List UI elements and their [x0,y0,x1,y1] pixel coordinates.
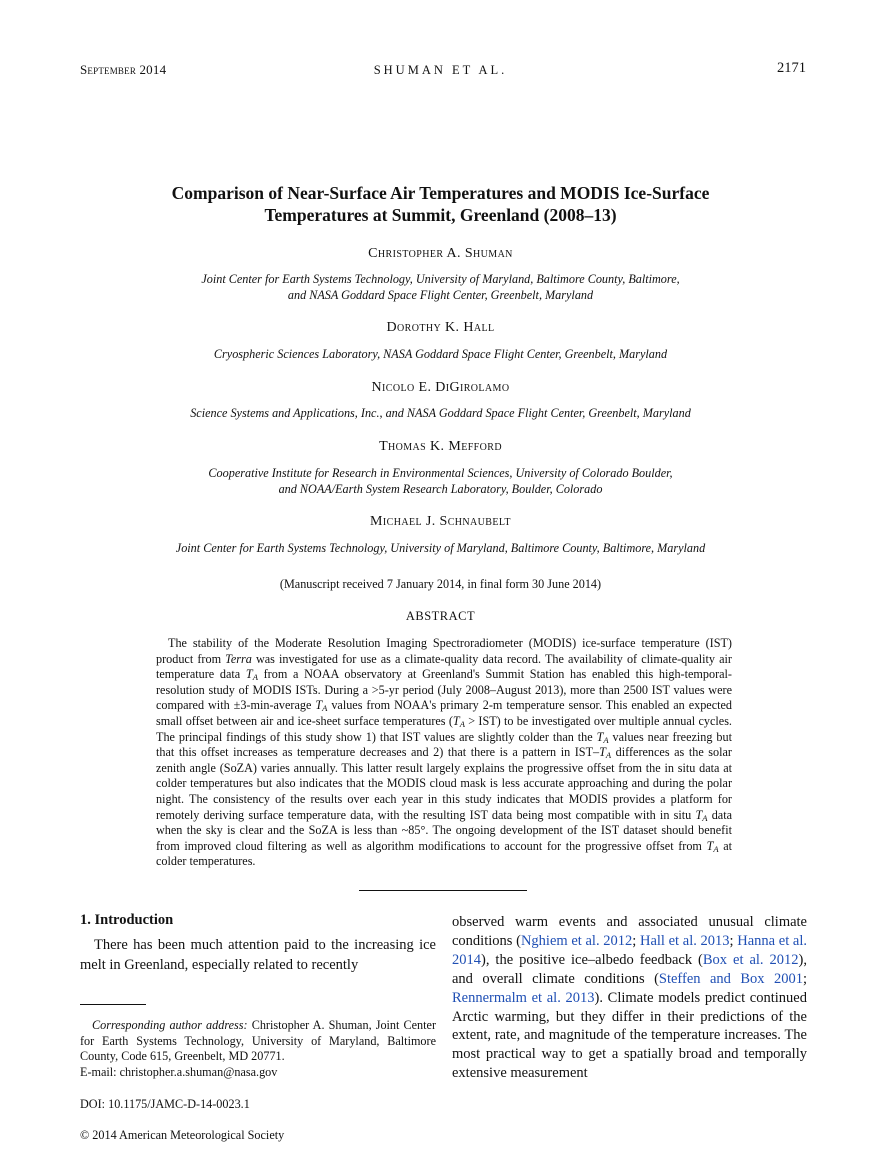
page-number: 2171 [777,60,806,76]
paper-title [0,182,881,226]
affiliation-line: Joint Center for Earth Systems Technology, University of Maryland, Baltimore County, Baltimore, [201,272,680,286]
affiliation-line: Science Systems and Applications, Inc., and NASA Goddard Space Flight Center, Greenbelt, Maryland [190,406,691,420]
citation-link[interactable]: Hall et al. 2013 [639,932,730,949]
paper-title-line-1: Comparison of Near-Surface Air Temperatures and MODIS Ice-Surface [171,183,710,203]
author-affiliation-1 [0,271,881,303]
abstract-divider [359,890,527,891]
abstract-paragraph: The stability of the Moderate Resolution Imaging Spectroradiometer (MODIS) ice-surface temperature (IST) product from Terra was investigated for use as a climate-quality data record. The availability of climate-quality air temperature data $T_A$ from a NOAA observatory at Greenland's Summit Station has enabled this high-temporal-resolution study of MODIS ISTs. During a >5-yr period (July 2008–August 2013), more than 2500 IST values were compared with ±3-min-average $T_A$ values from NOAA's primary 2-m temperature sensor. This enabled an expected small offset between air and ice-sheet surface temperatures $(T_A > IST)$ to be investigated over multiple annual cycles. The principal findings of this study show 1) that IST values are slightly colder than the $T_A$ values near freezing but that this offset increases as temperature decreases and 2) that there is a pattern in IST–$T_A$ differences as the solar zenith angle (SoZA) varies annually. This latter result largely explains the progressive offset from the in situ data at colder temperatures but also indicates that the MODIS cloud mask is less accurate approaching and during the polar night. The consistency of the results over each year in this study indicates that MODIS provides a platform for remotely deriving surface temperature data, with the resulting IST data being most compatible with in situ $T_A$ data when the sky is clear and the SoZA is less than ~85°. The ongoing development of the IST dataset should benefit from improved cloud filtering as well as algorithm modifications to account for the progressive offset from $T_A$ at colder temperatures. [156,636,732,869]
author-name-3: Nicolo E. DiGirolamo [371,380,510,395]
intro-text: ; [632,932,640,949]
footnote-text: Christopher A. Shuman, Joint Center for Earth Systems Technology, University of Maryland, Baltimore County, Code 615, Greenbelt, MD 20771. [80,1018,437,1064]
right-column [452,913,807,1083]
intro-text: ; [802,970,808,987]
intro-text: ), and overall climate conditions ( [452,951,807,987]
affiliation-line: Cooperative Institute for Research in Environmental Sciences, University of Colorado Boulder, [208,466,673,480]
footnote-label: Corresponding author address: [92,1018,248,1032]
footnote-divider [80,1004,146,1005]
author-affiliation-5 [0,540,881,556]
affiliation-line: and NASA Goddard Space Flight Center, Greenbelt, Maryland [287,288,594,302]
author-name-2: Dorothy K. Hall [386,320,495,335]
author-affiliation-3 [0,405,881,421]
left-column [80,912,436,975]
abstract-body [156,636,732,870]
affiliation-line: Joint Center for Earth Systems Technology, University of Maryland, Baltimore County, Baltimore, Maryland [175,541,706,555]
affiliation-line: Cryospheric Sciences Laboratory, NASA Goddard Space Flight Center, Greenbelt, Maryland [213,347,668,361]
copyright: © 2014 American Meteorological Society [80,1128,285,1142]
author-affiliation-2 [0,346,881,362]
author-affiliation-4 [0,465,881,497]
citation-link[interactable]: Box et al. 2012 [702,951,799,968]
corresponding-author-footnote [80,1018,436,1080]
intro-text: observed warm events and associated unusual climate conditions ( [452,914,807,949]
footnote-email[interactable]: E-mail: christopher.a.shuman@nasa.gov [80,1064,278,1079]
citation-link[interactable]: Hanna et al. 2014 [452,932,808,968]
author-name-4: Thomas K. Mefford [379,439,502,454]
abstract-heading: ABSTRACT [405,609,476,623]
intro-text: ; [729,932,738,949]
citation-link[interactable]: Rennermalm et al. 2013 [452,989,595,1006]
affiliation-line: and NOAA/Earth System Research Laboratory, Boulder, Colorado [278,482,603,496]
citation-link[interactable]: Nghiem et al. 2012 [520,932,633,949]
citation-link[interactable]: Steffen and Box 2001 [658,970,803,987]
manuscript-received: (Manuscript received 7 January 2014, in final form 30 June 2014) [279,577,602,591]
running-header-authors: SHUMAN ET AL. [373,63,508,77]
intro-text: ). Climate models predict continued Arctic warming, but they differ in their predictions of the extent, rate, and magnitude of the temperature increases. The most practical way to get a spatially broad and temporally extensive measurement [452,989,807,1082]
doi: DOI: 10.1175/JAMC-D-14-0023.1 [80,1097,250,1111]
intro-paragraph-left: There has been much attention paid to the increasing ice melt in Greenland, especially related to recently [80,937,436,973]
intro-text: ), the positive ice–albedo feedback ( [481,951,703,968]
section-heading: 1. Introduction [80,912,174,928]
paper-title-line-2: Temperatures at Summit, Greenland (2008–13) [264,205,617,225]
author-name-1: Christopher A. Shuman [368,246,513,261]
running-header-date: September 2014 [80,62,167,77]
author-name-5: Michael J. Schnaubelt [370,514,511,529]
